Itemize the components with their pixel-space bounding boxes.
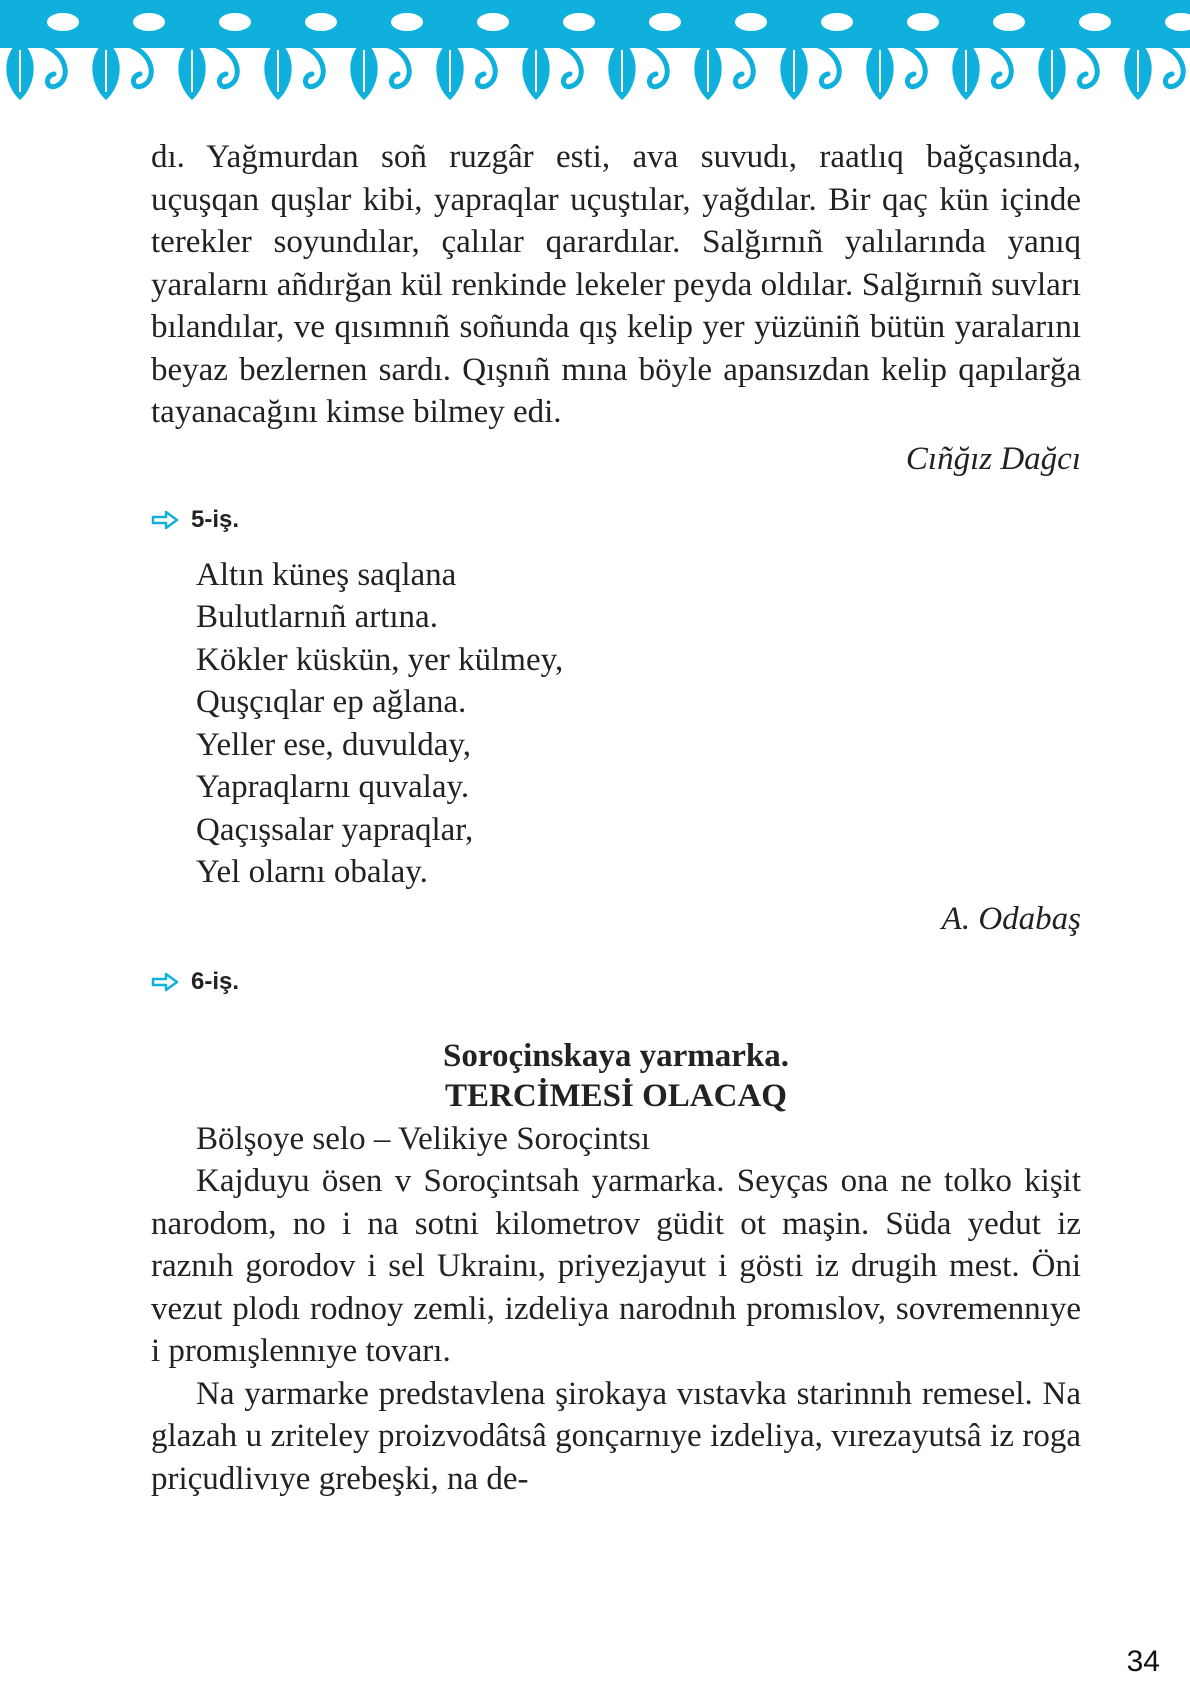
poem	[196, 554, 1081, 894]
poem-line: Kökler küskün, yer külmey,	[196, 641, 564, 678]
arrow-right-icon	[151, 509, 179, 531]
author-signature: A. Odabaş	[941, 900, 1081, 937]
poem-line: Altın küneş saqlana	[196, 556, 457, 593]
poem-line: Yel olarnı obalay.	[196, 854, 428, 890]
task-5-label: 5-iş.	[191, 505, 240, 533]
section-title: Soroçinskaya yarmarka.	[443, 1037, 789, 1074]
section-line: Bölşoye selo – Velikiye Soroçintsı	[196, 1120, 651, 1157]
author-signature: Cıñğız Dağcı	[905, 440, 1081, 477]
task-5-heading	[151, 506, 1081, 534]
section-paragraph: Kajduyu ösen v Soroçintsah yarmarka. Seyças ona ne tolko kişit narodom, no i na sotni kilometrov güdit ot maşin. Süda yedut iz raznıh gorodov i sel Ukrainı, priyezjayut i gösti iz drugih mest. Öni vezut plodı rodnoy zemli, izdeliya narodnıh promıslov, sovremennıye i promışlennıye tovarı.	[151, 1163, 1081, 1369]
task-6-label: 6-iş.	[191, 967, 240, 995]
poem-line: Yeller ese, duvulday,	[196, 726, 471, 763]
task-6-heading	[151, 968, 1081, 996]
arrow-right-icon	[151, 971, 179, 993]
floral-ornament-band	[0, 0, 1190, 110]
poem-line: Bulutlarnıñ artına.	[196, 599, 438, 635]
section-subtitle: TERCİMESİ OLACAQ	[445, 1077, 787, 1114]
poem-line: Qaçışsalar yapraqlar,	[196, 811, 474, 848]
poem-line: Yapraqlarnı quvalay.	[196, 769, 470, 805]
prose-paragraph: dı. Yağmurdan soñ ruzgâr esti, ava suvudı, raatlıq bağçasında, uçuşqan quşlar kibi, yapraqlar uçuştılar, yağdılar. Bir qaç kün içinde terekler soyundılar, çalılar qarardılar. Salğırnıñ yalılarında yanıq yaralarnı añdırğan kül renkinde lekeler peyda oldılar. Salğırnıñ suvları bılandılar, ve qısımnıñ soñunda qış kelip yer yüzüniñ bütün yaralarını beyaz bezlernen sardı. Qışnıñ mına böyle apansızdan kelip qapılarğa tayanacağını kimse bilmey edi.	[151, 139, 1081, 430]
section-paragraph: Na yarmarke predstavlena şirokaya vıstavka starinnıh remesel. Na glazah u zriteley proizvodâtsâ gonçarnıye izdeliya, vırezayutsâ iz roga priçudlivıye grebeşki, na de-	[151, 1375, 1081, 1497]
page-content	[151, 136, 1081, 1500]
poem-line: Quşçıqlar ep ağlana.	[196, 684, 467, 720]
page-number: 34	[1126, 1645, 1160, 1678]
